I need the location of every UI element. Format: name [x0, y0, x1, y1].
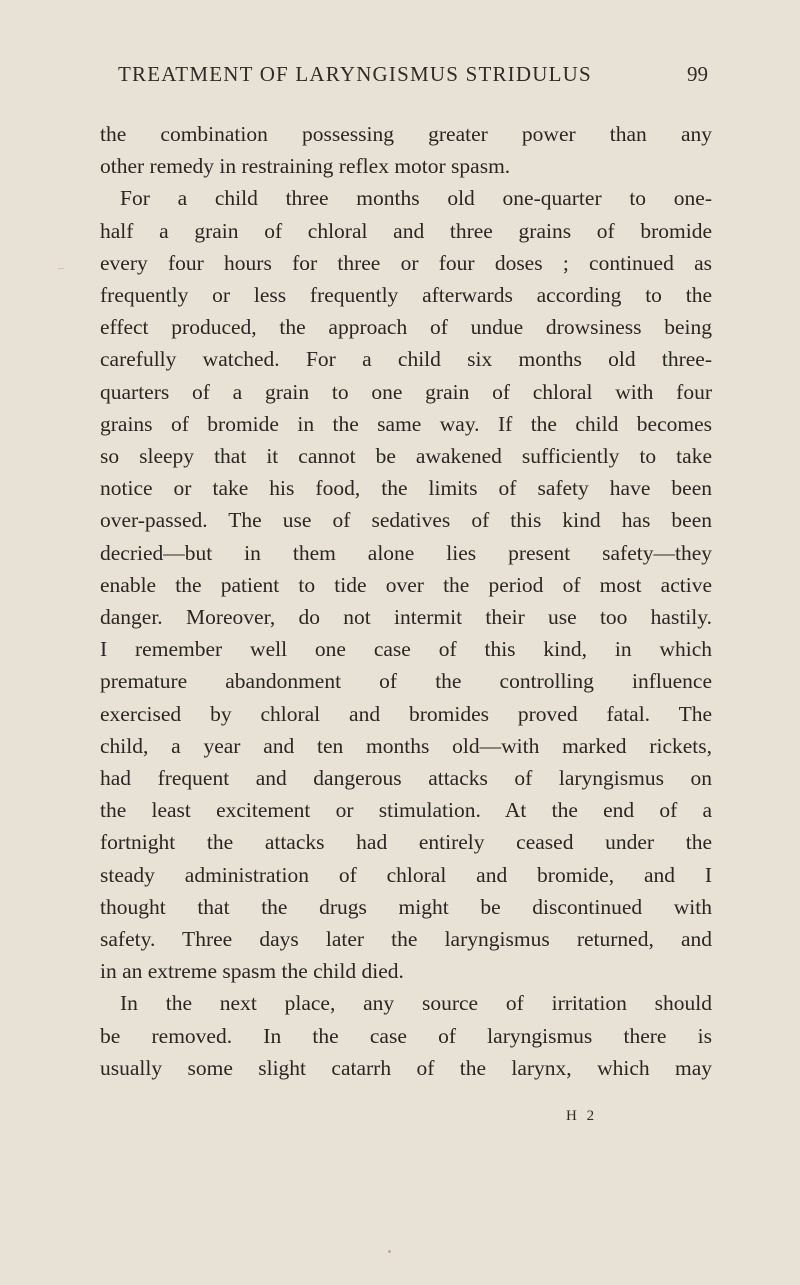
text-line: other remedy in restraining reflex motor spasm.: [100, 154, 511, 179]
page-number: 99: [687, 62, 708, 86]
text-line: decried—but in them alone lies present safety—they: [100, 540, 712, 565]
text-line: fortnight the attacks had entirely ceased under the: [100, 830, 712, 855]
text-line: carefully watched. For a child six months old three-: [100, 347, 712, 372]
text-line: steady administration of chloral and bromide, and I: [100, 862, 712, 887]
text-line: frequently or less frequently afterwards according to the: [100, 283, 712, 308]
text-line: had frequent and dangerous attacks of laryngismus on: [100, 766, 712, 791]
text-line: the least excitement or stimulation. At the end of a: [100, 798, 712, 823]
text-line: grains of bromide in the same way. If the child becomes: [100, 411, 712, 436]
paper-mark: [58, 268, 64, 269]
text-line: exercised by chloral and bromides proved fatal. The: [100, 701, 712, 726]
signature-mark: H 2: [566, 1108, 598, 1124]
text-line: every four hours for three or four doses ; continued as: [100, 250, 712, 275]
text-line: thought that the drugs might be discontinued with: [100, 894, 712, 919]
text-line: quarters of a grain to one grain of chloral with four: [100, 379, 712, 404]
text-line: notice or take his food, the limits of safety have been: [100, 476, 712, 501]
text-line: half a grain of chloral and three grains of bromide: [100, 218, 712, 243]
body-text: [100, 118, 712, 1084]
text-line: child, a year and ten months old—with marked rickets,: [100, 733, 712, 758]
text-line: usually some slight catarrh of the larynx, which may: [100, 1055, 712, 1080]
text-line: be removed. In the case of laryngismus there is: [100, 1023, 712, 1048]
text-line: safety. Three days later the laryngismus returned, and: [100, 927, 712, 952]
running-title: TREATMENT OF LARYNGISMUS STRIDULUS: [118, 62, 592, 86]
running-head: [118, 62, 708, 87]
text-line: effect produced, the approach of undue drowsiness being: [100, 315, 712, 340]
text-line: premature abandonment of the controlling influence: [100, 669, 712, 694]
text-line: the combination possessing greater power than any: [100, 122, 712, 146]
text-line: over-passed. The use of sedatives of this kind has been: [100, 508, 712, 533]
text-line: in an extreme spasm the child died.: [100, 959, 404, 984]
text-line: I remember well one case of this kind, in which: [100, 637, 712, 662]
text-line: For a child three months old one-quarter to one-: [120, 186, 712, 211]
paper-speck: [388, 1250, 391, 1253]
text-line: enable the patient to tide over the period of most active: [100, 572, 712, 597]
text-line: so sleepy that it cannot be awakened sufficiently to take: [100, 444, 712, 469]
text-line: In the next place, any source of irritation should: [120, 991, 712, 1016]
text-line: danger. Moreover, do not intermit their use too hastily.: [100, 605, 712, 630]
